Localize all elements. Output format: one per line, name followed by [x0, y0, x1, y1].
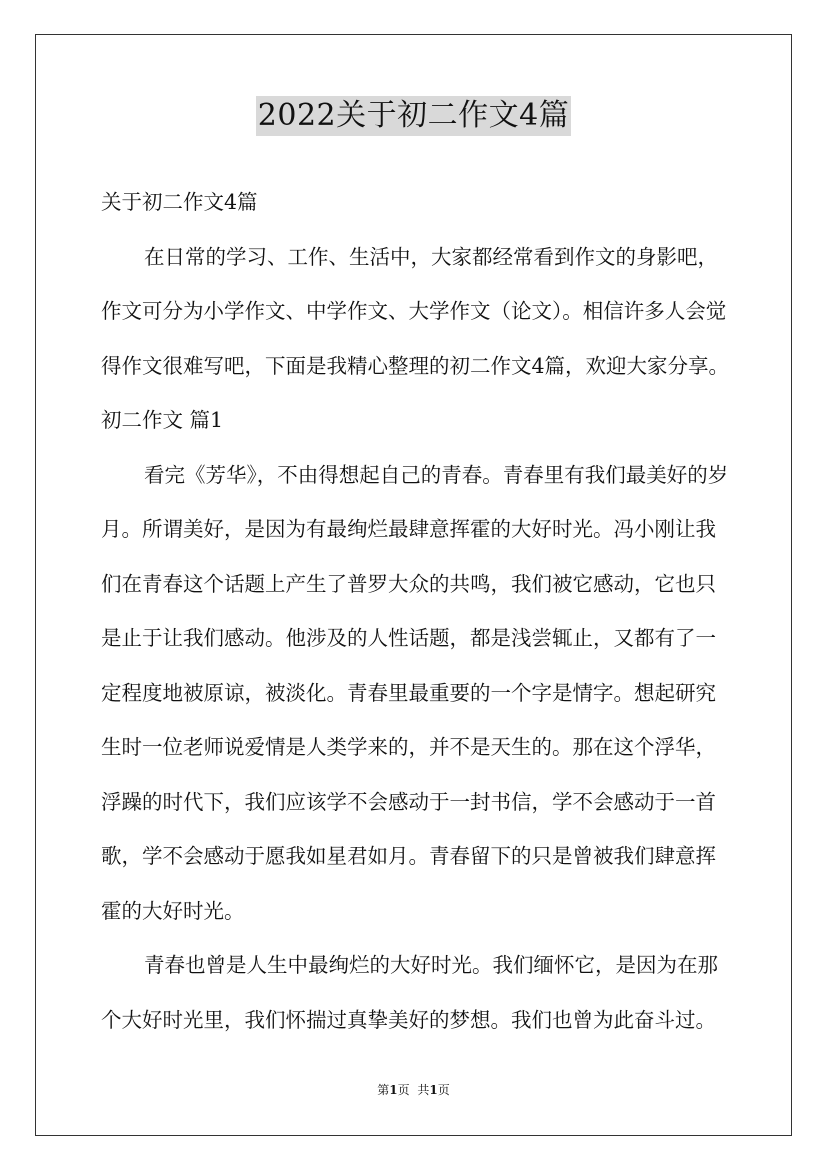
total-pages: 1 — [429, 1083, 438, 1097]
paragraph-line: 看完《芳华》，不由得想起自己的青春。青春里有我们最美好的岁 — [144, 462, 729, 487]
total-label-suffix: 页 — [437, 1083, 450, 1097]
paragraph-line: 得作文很难写吧，下面是我精心整理的初二作文4篇，欢迎大家分享。 — [101, 353, 730, 378]
paragraph-line: 在日常的学习、工作、生活中，大家都经常看到作文的身影吧， — [144, 244, 718, 269]
paragraph-line: 作文可分为小学作文、中学作文、大学作文（论文）。相信许多人会觉 — [101, 299, 727, 323]
paragraph-line: 是止于让我们感动。他涉及的人性话题，都是浅尝辄止，又都有了一 — [101, 626, 716, 650]
paragraph-line: 定程度地被原谅，被淡化。青春里最重要的一个字是情字。想起研究 — [101, 680, 716, 705]
paragraph-line: 们在青春这个话题上产生了普罗大众的共鸣，我们被它感动，它也只 — [101, 571, 716, 596]
page-label-suffix: 页 — [397, 1083, 410, 1097]
page-footer — [0, 1082, 827, 1098]
total-label-prefix: 共 — [417, 1083, 430, 1097]
paragraph-line: 生时一位老师说爱情是人类学来的，并不是天生的。那在这个浮华， — [101, 735, 716, 759]
document-body — [101, 175, 741, 1047]
section-heading: 关于初二作文4篇 — [101, 190, 258, 214]
paragraph-line: 霍的大好时光。 — [101, 898, 245, 923]
document-title: 2022关于初二作文4篇 — [256, 96, 571, 136]
paragraph-line: 月。所谓美好，是因为有最绚烂最肆意挥霍的大好时光。冯小刚让我 — [101, 517, 716, 541]
title-container — [0, 96, 827, 136]
page-number: 1 — [389, 1083, 398, 1097]
page-label-prefix: 第 — [377, 1083, 390, 1097]
paragraph-line: 浮躁的时代下，我们应该学不会感动于一封书信，学不会感动于一首 — [101, 789, 716, 814]
article-heading: 初二作文 篇1 — [101, 408, 224, 432]
paragraph-line: 青春也曾是人生中最绚烂的大好时光。我们缅怀它，是因为在那 — [144, 953, 718, 977]
paragraph-line: 个大好时光里，我们怀揣过真挚美好的梦想。我们也曾为此奋斗过。 — [101, 1007, 716, 1032]
paragraph-line: 歌，学不会感动于愿我如星君如月。青春留下的只是曾被我们肆意挥 — [101, 844, 716, 868]
